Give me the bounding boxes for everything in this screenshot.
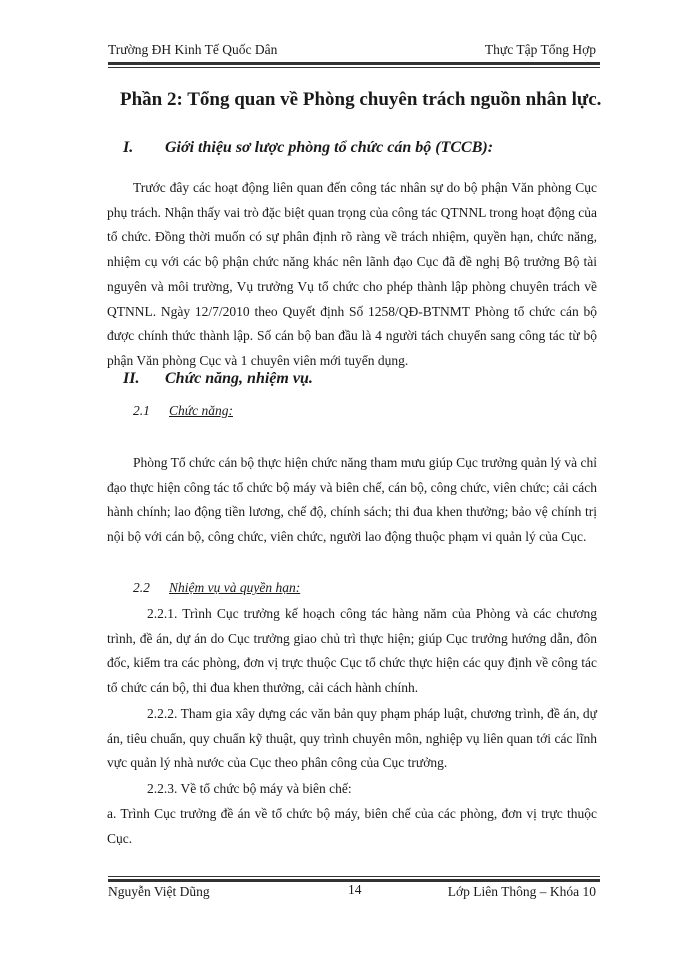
subsection-2-2-heading xyxy=(133,579,300,597)
header-university: Trường ĐH Kinh Tế Quốc Dân xyxy=(108,42,278,57)
subsection-2-1-number: 2.1 xyxy=(133,403,150,418)
part-title: Phần 2: Tổng quan về Phòng chuyên trách nguồn nhân lực. xyxy=(120,89,602,110)
section-1-paragraph: Trước đây các hoạt động liên quan đến công tác nhân sự do bộ phận Văn phòng Cục phụ trách. Nhận thấy vai trò đặc biệt quan trọng của công tác QTNNL trong hoạt động của tổ chức. Đồng thời muốn có sự phân định rõ ràng về trách nhiệm, quyền hạn, chức năng, nhiệm cụ với các bộ phận chức năng khác nên lãnh đạo Cục đã đề nghị Bộ trưởng Bộ tài nguyên và môi trường, Vụ trưởng Vụ tổ chức cho phép thành lập phòng chuyên trách về QTNNL. Ngày 12/7/2010 theo Quyết định Số 1258/QĐ-BTNMT Phòng tổ chức cán bộ được chính thức thành lập. Số cán bộ ban đầu là 4 người tách chuyển sang công tác từ bộ phận Văn phòng Cục và 1 chuyên viên mới tuyển dụng. xyxy=(107,180,597,368)
item-2-2-1-paragraph: 2.2.1. Trình Cục trưởng kế hoạch công tác hàng năm của Phòng và các chương trình, đề án, dự án do Cục trưởng giao chủ trì thực hiện; giúp Cục trưởng hướng dẫn, đôn đốc, kiểm tra các phòng, đơn vị trực thuộc Cục tổ chức thực hiện các quy định về công tác tổ chức cán bộ, thi đua khen thưởng, cải cách hành chính. xyxy=(107,606,597,696)
footer-author: Nguyễn Việt Dũng xyxy=(108,884,210,899)
subsection-2-2-title: Nhiệm vụ và quyền hạn: xyxy=(169,580,301,595)
section-1-title: Giới thiệu sơ lược phòng tổ chức cán bộ (TCCB): xyxy=(165,139,494,156)
section-2-heading xyxy=(123,369,313,389)
footer-class: Lớp Liên Thông – Khóa 10 xyxy=(447,884,596,899)
page-header xyxy=(108,42,596,58)
header-report-type: Thực Tập Tổng Hợp xyxy=(484,42,596,57)
subsection-2-1-heading xyxy=(133,402,233,420)
subsection-2-1-paragraph: Phòng Tổ chức cán bộ thực hiện chức năng tham mưu giúp Cục trưởng quản lý và chỉ đạo thực hiện công tác tổ chức bộ máy và biên chế, cán bộ, công chức, viên chức; cải cách hành chính; lao động tiền lương, chế độ, chính sách; thi đua khen thưởng; bảo vệ chính trị nội bộ với cán bộ, công chức, viên chức, người lao động thuộc phạm vi quản lý của Cục. xyxy=(107,455,597,545)
section-2-title: Chức năng, nhiệm vụ. xyxy=(165,370,313,387)
item-2-2-3-paragraph: 2.2.3. Về tổ chức bộ máy và biên chế: xyxy=(147,781,352,796)
header-rule-thin xyxy=(108,67,600,68)
subsection-2-2-number: 2.2 xyxy=(133,580,150,595)
footer-page-number: 14 xyxy=(348,882,362,897)
item-2-2-2-paragraph: 2.2.2. Tham gia xây dựng các văn bản quy phạm pháp luật, chương trình, đề án, dự án, tiêu chuẩn, quy chuẩn kỹ thuật, quy trình chuyên môn, nghiệp vụ liên quan tới các lĩnh vực quản lý nhà nước của Cục theo phân công của Cục trưởng. xyxy=(107,706,597,771)
subsection-2-1-title: Chức năng: xyxy=(169,403,233,418)
header-rule-thick xyxy=(108,62,600,65)
item-2-2-3-a-paragraph: a. Trình Cục trưởng đề án về tổ chức bộ máy, biên chế của các phòng, đơn vị trực thuộc Cục. xyxy=(107,806,597,846)
section-1-heading xyxy=(123,138,493,158)
section-1-number: I. xyxy=(123,139,134,156)
footer-rule-thin xyxy=(108,876,600,877)
section-2-number: II. xyxy=(123,370,140,387)
